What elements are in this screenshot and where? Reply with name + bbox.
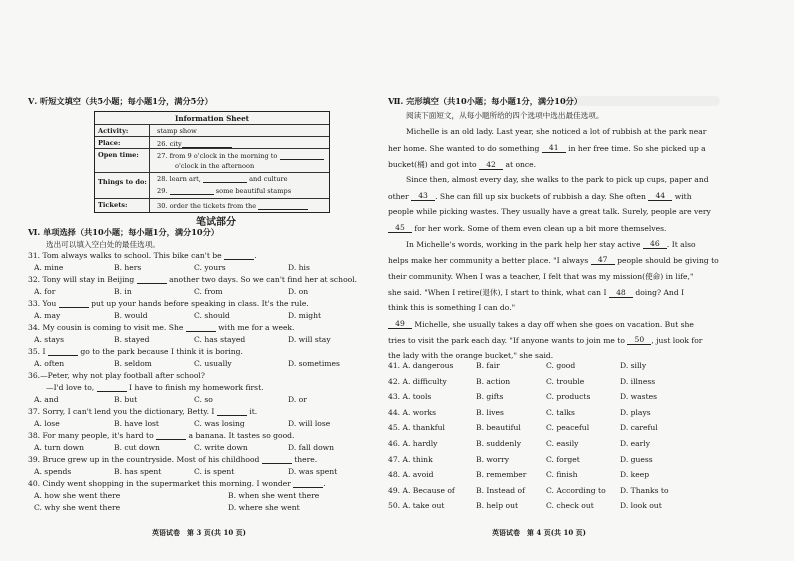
passage-line: people while picking wastes. They usually have a great talk. Surely, people are very bbox=[388, 207, 711, 216]
section-7-instructions: 阅读下面短文，从每小题所给的四个选项中选出最佳选项。 bbox=[406, 111, 604, 120]
q37-option-d: D. will lose bbox=[288, 419, 331, 428]
cloze-option: D. Thanks to bbox=[620, 485, 669, 495]
q37-option-a: A. lose bbox=[34, 419, 60, 428]
cloze-option: C. easily bbox=[546, 439, 579, 448]
page-footer: 英语试卷 第 4 页(共 10 页) bbox=[492, 528, 586, 537]
info-label-tickets: Tickets: bbox=[98, 201, 128, 209]
passage-line: Michelle is an old lady. Last year, she noticed a lot of rubbish at the park near bbox=[406, 127, 707, 136]
cloze-option: 41. A. dangerous bbox=[388, 361, 454, 370]
cloze-option: D. plays bbox=[620, 407, 651, 417]
cloze-option: 50. A. take out bbox=[388, 501, 445, 511]
info-value-open-time: 27. from 9 o'clock in the morning to bbox=[157, 151, 324, 160]
cloze-option: D. silly bbox=[620, 361, 647, 370]
q35-option-d: D. sometimes bbox=[288, 359, 340, 368]
q34-option-d: D. will stay bbox=[288, 335, 331, 344]
cloze-option: C. finish bbox=[546, 470, 578, 480]
cloze-option: 45. A. thankful bbox=[388, 423, 445, 433]
q39-option-a: A. spends bbox=[34, 467, 72, 476]
passage-line: bucket(桶) and got into 42 at once. bbox=[388, 160, 537, 169]
passage-line: 45 for her work. Some of them even clean up a bit more themselves. bbox=[388, 223, 666, 233]
q39-option-b: B. has spent bbox=[114, 467, 162, 476]
q36-option-b: B. but bbox=[114, 395, 138, 404]
section-6-title: Ⅵ. 单项选择（共10小题；每小题1分，满分10分） bbox=[28, 227, 219, 237]
cloze-option: D. look out bbox=[620, 501, 662, 511]
q38-option-d: D. fall down bbox=[288, 443, 335, 452]
q38-option-b: B. cut down bbox=[114, 443, 160, 452]
info-value-open-time-2: o'clock in the afternoon bbox=[175, 162, 255, 170]
cloze-option: D. early bbox=[620, 439, 651, 448]
cloze-option: B. suddenly bbox=[476, 439, 522, 448]
q35-option-a: A. often bbox=[34, 359, 65, 368]
info-value-activity: stamp show bbox=[157, 127, 197, 135]
q35-option-b: B. seldom bbox=[114, 359, 152, 368]
cloze-option: C. trouble bbox=[546, 376, 585, 386]
question-36: 36.—Peter, why not play football after school? bbox=[28, 371, 205, 380]
section-6-instructions: 选出可以填入空白处的最佳选项。 bbox=[46, 240, 160, 249]
q32-option-d: D. on bbox=[288, 287, 309, 296]
passage-line: think this is something I can do." bbox=[388, 303, 516, 312]
passage-line: tries to visit the park each day. "If anyone wants to join me to 50 , just look for bbox=[388, 335, 703, 345]
question-40: 40. Cindy went shopping in the supermarket this morning. I wonder . bbox=[28, 479, 326, 488]
cloze-option: B. lives bbox=[476, 407, 504, 417]
q36-option-d: D. or bbox=[288, 395, 307, 404]
q34-option-a: A. stays bbox=[34, 335, 64, 344]
cloze-option: C. check out bbox=[546, 501, 594, 511]
info-value-things: 28. learn art, and culture bbox=[157, 175, 288, 183]
q37-option-b: B. have lost bbox=[114, 419, 159, 428]
page-footer: 英语试卷 第 3 页(共 10 页) bbox=[152, 528, 246, 537]
cloze-option: B. fair bbox=[476, 361, 500, 370]
cloze-option: D. careful bbox=[620, 423, 658, 433]
question-36-reply: —I'd love to, I have to finish my homework first. bbox=[46, 383, 264, 392]
q38-option-c: C. write down bbox=[194, 443, 248, 452]
q33-option-b: B. would bbox=[114, 311, 148, 320]
passage-line: helps make her community a better place. "I always 47 people should be giving to bbox=[388, 255, 719, 265]
q31-option-a: A. mine bbox=[34, 263, 64, 272]
cloze-option: 49. A. Because of bbox=[388, 485, 455, 495]
info-sheet-title: Information Sheet bbox=[175, 114, 249, 123]
q40-option-a: A. how she went there bbox=[34, 491, 121, 500]
q34-option-c: C. has stayed bbox=[194, 335, 246, 344]
cloze-option: B. action bbox=[476, 376, 511, 386]
q33-option-d: D. might bbox=[288, 311, 322, 320]
q31-option-b: B. hers bbox=[114, 263, 142, 272]
q38-option-a: A. turn down bbox=[34, 443, 85, 452]
cloze-option: 48. A. avoid bbox=[388, 470, 434, 480]
q33-option-c: C. should bbox=[194, 311, 230, 320]
cloze-option: B. remember bbox=[476, 470, 527, 480]
cloze-option: 42. A. difficulty bbox=[388, 376, 447, 386]
q40-option-c: C. why she went there bbox=[34, 503, 121, 512]
cloze-option: B. help out bbox=[476, 501, 519, 511]
question-34: 34. My cousin is coming to visit me. She with me for a week. bbox=[28, 323, 295, 332]
cloze-option: C. peaceful bbox=[546, 423, 590, 433]
section-5-title: Ⅴ. 听短文填空（共5小题；每小题1分，满分5分） bbox=[28, 96, 213, 106]
information-sheet bbox=[94, 111, 330, 213]
passage-line: their community. When I was a teacher, I felt that was my mission(使命) in life," bbox=[388, 272, 694, 281]
passage-line: In Michelle's words, working in the park help her stay active 46 . It also bbox=[406, 239, 696, 249]
cloze-option: C. products bbox=[546, 392, 591, 402]
cloze-option: C. good bbox=[546, 361, 576, 370]
q36-option-c: C. so bbox=[194, 395, 213, 404]
cloze-option: B. gifts bbox=[476, 392, 504, 402]
q33-option-a: A. may bbox=[34, 311, 61, 320]
q40-option-d: D. where she went bbox=[228, 503, 300, 512]
q39-option-c: C. is spent bbox=[194, 467, 235, 476]
info-label-open-time: Open time: bbox=[98, 151, 139, 159]
question-31: 31. Tom always walks to school. This bike can't be . bbox=[28, 251, 257, 260]
info-value-things-2: 29. some beautiful stamps bbox=[157, 187, 292, 195]
q31-option-d: D. his bbox=[288, 263, 310, 272]
page-4 bbox=[388, 0, 738, 561]
passage-line: other 43 . She can fill up six buckets of rubbish a day. She often 44 with bbox=[388, 191, 692, 201]
q39-option-d: D. was spent bbox=[288, 467, 338, 476]
written-part-title: 笔试部分 bbox=[196, 217, 236, 228]
cloze-option: B. worry bbox=[476, 454, 510, 464]
q34-option-b: B. stayed bbox=[114, 335, 150, 344]
question-39: 39. Bruce grew up in the countryside. Most of his childhood there. bbox=[28, 455, 318, 464]
cloze-option: D. guess bbox=[620, 454, 653, 464]
cloze-option: 44. A. works bbox=[388, 407, 437, 417]
q35-option-c: C. usually bbox=[194, 359, 232, 368]
info-label-things: Things to do: bbox=[98, 178, 147, 186]
passage-line: Since then, almost every day, she walks to the park to pick up cups, paper and bbox=[406, 175, 709, 184]
question-35: 35. I go to the park because I think it is boring. bbox=[28, 347, 243, 356]
cloze-option: D. illness bbox=[620, 376, 656, 386]
q36-option-a: A. and bbox=[34, 395, 59, 404]
info-label-place: Place: bbox=[98, 139, 121, 147]
q32-option-a: A. for bbox=[34, 287, 56, 296]
cloze-option: 43. A. tools bbox=[388, 392, 432, 402]
q37-option-c: C. was losing bbox=[194, 419, 245, 428]
q31-option-c: C. yours bbox=[194, 263, 226, 272]
cloze-option: C. According to bbox=[546, 485, 606, 495]
info-label-activity: Activity: bbox=[98, 127, 129, 135]
passage-line: her home. She wanted to do something 41 in her free time. So she picked up a bbox=[388, 143, 706, 153]
cloze-option: 47. A. think bbox=[388, 454, 433, 464]
info-value-tickets: 30. order the tickets from the bbox=[157, 201, 308, 210]
page-3 bbox=[28, 0, 380, 561]
q32-option-b: B. in bbox=[114, 287, 132, 296]
question-33: 33. You put up your hands before speaking in class. It's the rule. bbox=[28, 299, 309, 308]
cloze-option: C. talks bbox=[546, 407, 575, 417]
passage-line: the lady with the orange bucket," she said. bbox=[388, 351, 554, 360]
question-32: 32. Tony will stay in Beijing another two days. So we can't find her at school. bbox=[28, 275, 358, 284]
question-37: 37. Sorry, I can't lend you the dictionary, Betty. I it. bbox=[28, 407, 258, 416]
question-38: 38. For many people, it's hard to a banana. It tastes so good. bbox=[28, 431, 295, 440]
passage-line: she said. "When I retire(退休), I start to think, what can I 48 doing? And I bbox=[388, 288, 685, 297]
q40-option-b: B. when she went there bbox=[228, 491, 320, 500]
q32-option-c: C. from bbox=[194, 287, 223, 296]
cloze-option: D. keep bbox=[620, 470, 650, 480]
cloze-option: B. Instead of bbox=[476, 485, 525, 495]
section-7-title: Ⅶ. 完形填空（共10小题；每小题1分，满分10分） bbox=[388, 96, 583, 106]
cloze-option: B. beautiful bbox=[476, 423, 521, 433]
cloze-option: D. wastes bbox=[620, 392, 658, 402]
cloze-option: 46. A. hardly bbox=[388, 439, 438, 448]
passage-line: 49 Michelle, she usually takes a day off when she goes on vacation. But she bbox=[388, 319, 694, 329]
cloze-option: C. forget bbox=[546, 454, 580, 464]
info-value-place: 26. city bbox=[157, 139, 232, 148]
